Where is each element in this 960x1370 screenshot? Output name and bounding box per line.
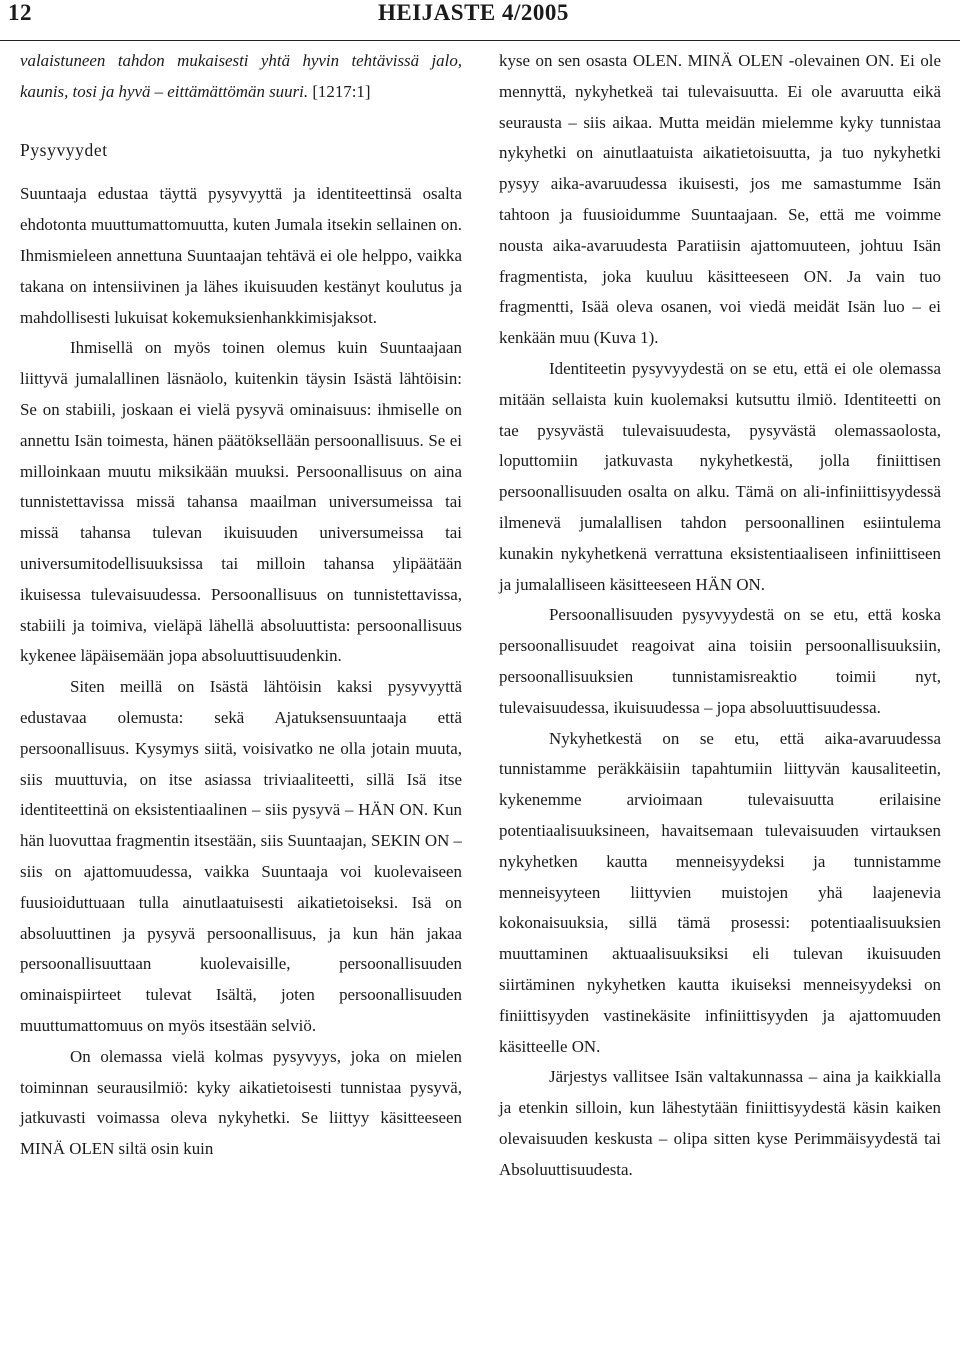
body-paragraph: On olemassa vielä kolmas pysyvyys, joka on mielen toiminnan seurausilmiö: kyky aikatietoisesti tunnistaa pysyvä, jatkuvasti voimassa oleva nykyhetki. Se liittyy käsitteeseen MINÄ OLEN siltä osin kuin bbox=[20, 1046, 462, 1159]
body-paragraph: Identiteetin pysyvyydestä on se etu, että ei ole olemassa mitään sellaista kuin kuolemaksi kutsuttu ilmiö. Identiteetti on tae pysyvästä tulevaisuudesta, pysyvästä olemassaolosta, loputtomiin jatkuvasta nykyhetkestä, jolla finiittisen persoonallisuuden osalta on alku. Tämä on ali-infiniittisyydessä ilmenevä jumalallisen tahdon persoonallinen esiintulema kunakin nykyhetkenä verrattuna eksistentiaaliseen infiniittiseen ja jumalalliseen käsitteeseen HÄN ON. bbox=[499, 358, 941, 594]
body-paragraph: Ihmisellä on myös toinen olemus kuin Suuntaajaan liittyvä jumalallinen läsnäolo, kuitenkin täysin Isästä lähtöisin: Se on stabiili, joskaan ei vielä pysyvä ominaisuus: ihmiselle on annettu Isän toimesta, hänen päätöksellään persoonallisuus. Se ei milloinkaan muutu miksikään muuksi. Persoonallisuus on aina tunnistettavissa missä tahansa maailman universumeissa tai missä tahansa tulevan ikuisuuden universumeissa tai universumitodellisuuksissa tai milloin tahansa ylipäätään ikuisessa tulevaisuudessa. Persoonallisuus on tunnistettavissa, stabiili ja toimiva, vieläpä lähellä absoluuttista: persoonallisuus kykenee läpäisemään jopa absoluuttisuudenkin. bbox=[20, 338, 462, 666]
intro-reference: [1217:1] bbox=[312, 81, 371, 101]
intro-paragraph bbox=[20, 46, 462, 108]
body-paragraph: Järjestys vallitsee Isän valtakunnassa – aina ja kaikkialla ja etenkin silloin, kun lähestytään finiittisyydestä käsin kaiken olevaisuuden keskusta – olipa sitten kyse Perimmäisyydestä tai Absoluuttisuudesta. bbox=[499, 1067, 941, 1179]
body-paragraph: Persoonallisuuden pysyvyydestä on se etu, että koska persoonallisuudet reagoivat aina toisiin persoonallisuuksiin, persoonallisuuksien tunnistamisreaktio toimii nyt, tulevaisuudessa, ikuisuudessa – jopa absoluuttisuudessa. bbox=[499, 605, 941, 717]
body-paragraph: kyse on sen osasta OLEN. MINÄ OLEN -olevainen ON. Ei ole mennyttä, nykyhetkeä tai tulevaisuutta. Ei ole avaruutta eikä seurausta – siis aikaa. Mutta meidän mielemme kyky tunnistaa nykyhetki on ainutlaatuista aikatietoisuutta, ja tuo nykyhetki pysyy aika-avaruudessa ikuisesti, jos me samastumme Isän tahtoon ja fuusioidumme Suuntaajaan. Se, että me voimme nousta aika-avaruudesta Paratiisin ajattomuuteen, johtuu Isän fragmentista, joka kuuluu käsitteeseen ON. Ja vain tuo fragmentti, Isää oleva osanen, voi viedä meidät Isän luo – ei kenkään muu (Kuva 1). bbox=[499, 51, 941, 348]
page-header bbox=[0, 0, 960, 41]
body-paragraph: Siten meillä on Isästä lähtöisin kaksi pysyvyyttä edustavaa olemusta: sekä Ajatuksensuuntaaja että persoonallisuus. Kysymys siitä, voisivatko ne olla jotain muuta, siis muuttuvia, on itse asiassa triviaaliteetti, sillä Isä itse identiteettinä on eksistentiaalinen – siis pysyvä – HÄN ON. Kun hän luovuttaa fragmentin itsestään, siis Suuntaajan, SEKIN ON – siis on ajattomuudessa, vaikka Suuntaaja voi kuolevaiseen fuusioiduttuaan tulla ainutlaatuisesti aikatietoiseksi. Isä on absoluuttinen ja pysyvä persoonallisuus, ja kun hän jakaa persoonallisuuttaan kuolevaisille, persoonallisuuden ominaispiirteet tulevat Isältä, joten persoonallisuuden muuttumattomuus on myös itsestään selviö. bbox=[20, 677, 462, 1035]
section-heading: Pysyvyydet bbox=[20, 139, 108, 160]
publication-title: HEIJASTE 4/2005 bbox=[378, 0, 569, 25]
body-paragraph: Suuntaaja edustaa täyttä pysyvyyttä ja identiteettinsä osalta ehdotonta muuttumattomuutta, kuten Jumala itsekin sellainen on. Ihmismieleen annettuna Suuntaajan tehtävä ei ole helppo, vaikka takana on intensiivinen ja lähes ikuisuuden kestänyt koulutus ja mahdollisesti lukuisat kokemuksienhankkimisjaksot. bbox=[20, 184, 462, 327]
intro-italic-text: valaistuneen tahdon mukaisesti yhtä hyvin tehtävissä jalo, kaunis, tosi ja hyvä – eittämättömän suuri. bbox=[20, 51, 462, 101]
body-paragraph: Nykyhetkestä on se etu, että aika-avaruudessa tunnistamme peräkkäisiin tapahtumiin liittyvän kausaliteetin, kykenemme arvioimaan tulevaisuutta erilaisine potentiaalisuuksineen, havaitsemaan tulevaisuuden virtauksen nykyhetken kautta menneisyydeksi ja tunnistamme menneisyyteen liittyvien muistojen yhä laajenevia kokonaisuuksia, sillä tämä prosessi: potentiaalisuuksien muuttaminen aktuaalisuuksiksi eli tulevan ikuisuuden siirtäminen nykyhetken kautta ikuiseksi menneisyydeksi on finiittisyyden vastinekäsite infiniittisyyden ja ajattomuuden käsitteelle ON. bbox=[499, 728, 941, 1056]
left-column bbox=[20, 46, 462, 1165]
right-column bbox=[499, 46, 941, 1185]
page-number: 12 bbox=[8, 0, 32, 25]
